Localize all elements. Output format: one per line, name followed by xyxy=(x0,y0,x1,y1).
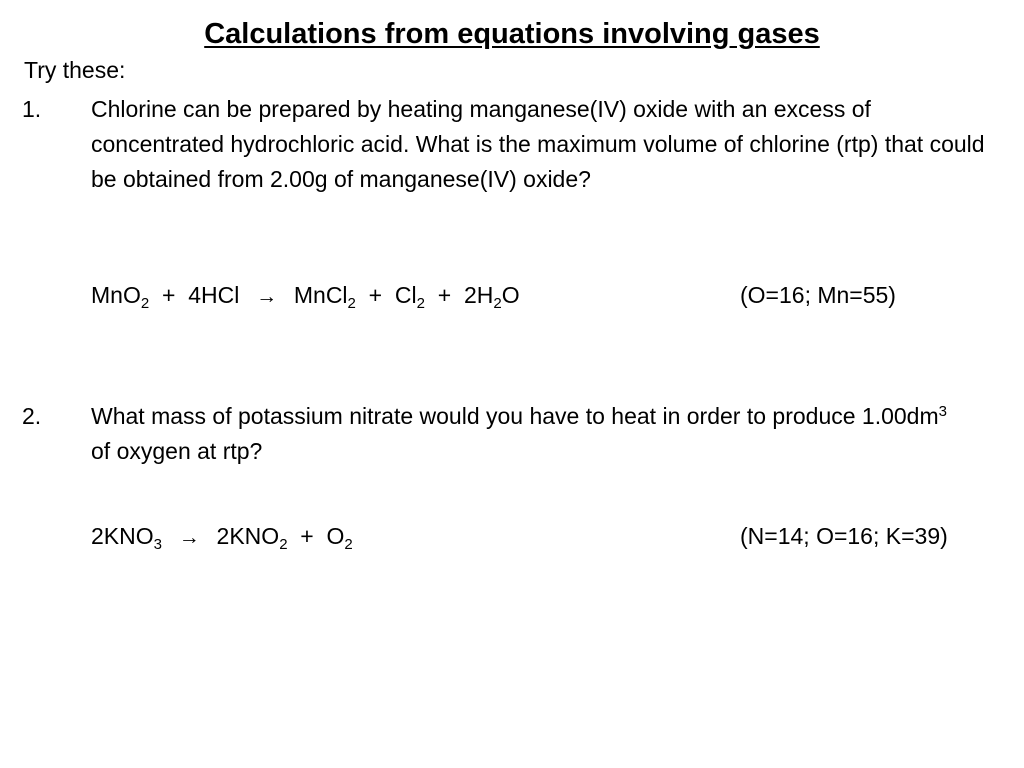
reaction-arrow-icon: → xyxy=(256,285,278,308)
product-h2o: $2H_2O$ xyxy=(463,282,520,312)
product-o2: $O_2$ xyxy=(326,523,353,553)
question-1-text: Chlorine can be prepared by heating manganese(IV) oxide with an excess of concentrated hydrochloric acid. What is the maximum volume of chlorine (rtp) that could be obtained from 2.00g of manganese(IV) oxide? xyxy=(91,96,985,192)
product-cl2: $Cl_2$ xyxy=(394,282,425,312)
question-2-atomic-masses: (N=14; O=16; K=39) xyxy=(740,523,948,549)
plus-sign: + xyxy=(424,282,464,308)
reactant-hcl: 4HCl xyxy=(188,282,240,308)
reactant-mno2: MnO$_2$ xyxy=(91,282,150,312)
plus-sign: + xyxy=(287,523,327,549)
reactant-kno3: $2KNO_3$ xyxy=(91,523,162,553)
question-2-equation xyxy=(91,519,353,555)
reaction-arrow-icon: → xyxy=(178,526,200,549)
product-kno2: $2KNO_2$ xyxy=(216,523,288,553)
intro-text: Try these: xyxy=(24,57,126,83)
product-mncl2: MnCl$_2$ xyxy=(293,282,356,312)
question-2-text: What mass of potassium nitrate would you have to heat in order to produce $1.00dm^3$ of oxygen at rtp? xyxy=(91,403,947,464)
question-1-number: 1. xyxy=(22,96,42,122)
question-1-atomic-masses: (O=16; Mn=55) xyxy=(740,282,896,308)
question-2-number: 2. xyxy=(22,403,42,429)
question-1-equation xyxy=(91,278,520,314)
plus-sign: + xyxy=(149,282,189,308)
slide-title: Calculations from equations involving gases xyxy=(204,18,820,50)
plus-sign: + xyxy=(355,282,395,308)
